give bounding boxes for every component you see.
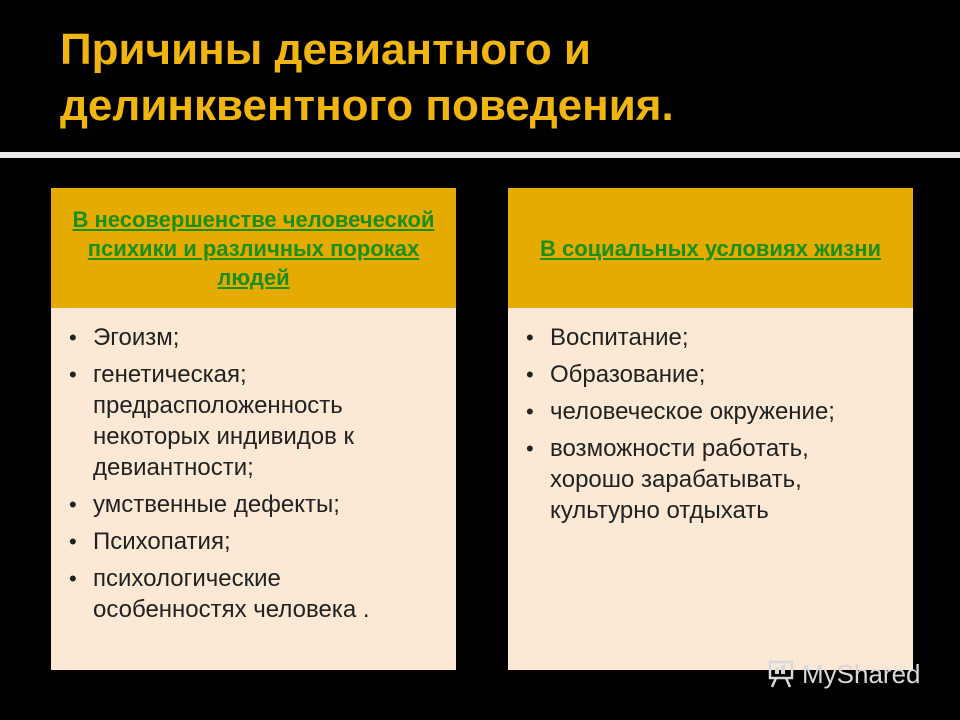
list-item-text: генетическая; предрасположенность некоторых индивидов к девиантности;	[93, 361, 355, 481]
list-item	[524, 396, 893, 427]
list-item-text: возможности работать, хорошо зарабатывать, культурно отдыхать	[550, 435, 809, 524]
right-card	[508, 188, 913, 670]
bullet-icon: •	[526, 325, 534, 350]
list-item	[67, 563, 436, 625]
bullet-icon: •	[69, 492, 77, 517]
list-item-text: человеческое окружение;	[550, 398, 835, 425]
watermark	[766, 654, 936, 694]
list-item-text: Воспитание;	[550, 324, 689, 351]
left-card-body	[51, 308, 456, 625]
presentation-icon	[766, 659, 796, 689]
list-item-text: умственные дефекты;	[93, 491, 340, 518]
bullet-icon: •	[526, 362, 534, 387]
list-item	[67, 489, 436, 520]
left-card	[51, 188, 456, 670]
right-card-list	[524, 322, 893, 526]
slide-title-line-1: Причины девиантного и	[60, 25, 591, 74]
right-card-header	[508, 188, 913, 308]
left-card-header	[51, 188, 456, 308]
watermark-text: MyShared	[802, 658, 921, 689]
bullet-icon: •	[69, 566, 77, 591]
list-item-text: психологические особенностях человека .	[93, 565, 370, 623]
slide-title-line-2: делинквентного поведения.	[60, 81, 674, 130]
left-card-header-link[interactable]: В несовершенстве человеческой психики и различных пороках людей	[72, 206, 435, 290]
list-item	[67, 322, 436, 353]
title-divider	[0, 152, 960, 158]
slide-title	[60, 22, 920, 134]
bullet-icon: •	[69, 529, 77, 554]
right-card-header-link[interactable]: В социальных условиях жизни	[539, 235, 882, 261]
list-item	[524, 322, 893, 353]
right-card-body	[508, 308, 913, 526]
list-item	[67, 359, 436, 483]
list-item	[67, 526, 436, 557]
left-card-list	[67, 322, 436, 625]
bullet-icon: •	[526, 436, 534, 461]
list-item-text: Образование;	[550, 361, 706, 388]
list-item	[524, 433, 893, 526]
title-bar	[0, 0, 960, 152]
bullet-icon: •	[526, 399, 534, 424]
bullet-icon: •	[69, 362, 77, 387]
list-item-text: Психопатия;	[93, 528, 231, 555]
bullet-icon: •	[69, 325, 77, 350]
list-item-text: Эгоизм;	[93, 324, 180, 351]
list-item	[524, 359, 893, 390]
